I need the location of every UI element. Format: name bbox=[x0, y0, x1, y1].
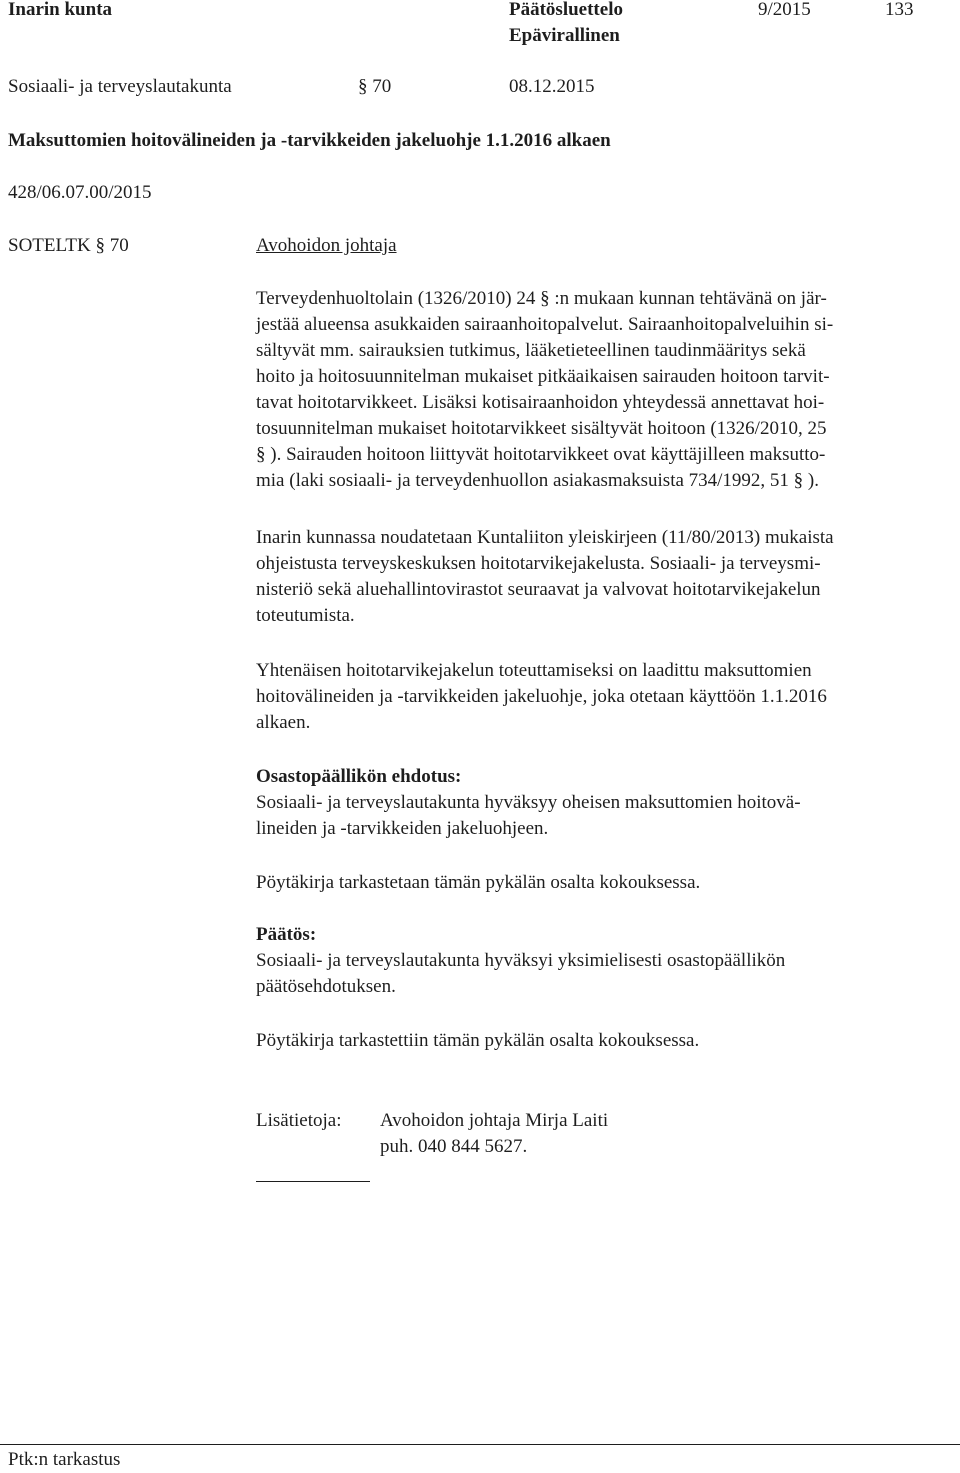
text-line: hoito ja hoitosuunnitelman mukaiset pitkäaikaisen sairauden hoitoon tarvit- bbox=[256, 366, 830, 387]
text-line: § ). Sairauden hoitoon liittyvät hoitotarvikkeet ovat käyttäjilleen maksutto- bbox=[256, 444, 826, 465]
text-line: Sosiaali- ja terveyslautakunta hyväksyy oheisen maksuttomien hoitovä- bbox=[256, 792, 801, 813]
text-line: Terveydenhuoltolain (1326/2010) 24 § :n mukaan kunnan tehtävänä on jär- bbox=[256, 288, 827, 309]
document-number: 9/2015 bbox=[758, 0, 811, 20]
contact-name: Avohoidon johtaja Mirja Laiti bbox=[380, 1110, 609, 1131]
paragraph-guidelines bbox=[256, 525, 956, 629]
document-status: Epävirallinen bbox=[509, 25, 620, 46]
page-number: 133 bbox=[885, 0, 914, 20]
contact-label: Lisätietoja: bbox=[256, 1110, 342, 1131]
decision-section bbox=[256, 922, 956, 1000]
text-line: tosuunnitelman mukaiset hoitotarvikkeet sisältyvät hoitoon (1326/2010, 25 bbox=[256, 418, 827, 439]
proposal-section bbox=[256, 764, 956, 842]
paragraph-background bbox=[256, 286, 956, 494]
preparation-reference: SOTELTK § 70 bbox=[8, 235, 129, 256]
preparer-title: Avohoidon johtaja bbox=[256, 235, 397, 256]
text-line: lineiden ja -tarvikkeiden jakeluohjeen. bbox=[256, 818, 549, 839]
text-line: alkaen. bbox=[256, 712, 311, 733]
proposal-check-note: Pöytäkirja tarkastetaan tämän pykälän osalta kokouksessa. bbox=[256, 872, 701, 893]
committee-name: Sosiaali- ja terveyslautakunta bbox=[8, 76, 232, 97]
footer-review-label: Ptk:n tarkastus bbox=[8, 1449, 121, 1470]
text-line: jestää alueensa asukkaiden sairaanhoitopalvelut. Sairaanhoitopalveluihin si- bbox=[256, 314, 834, 335]
signature-line bbox=[256, 1181, 370, 1182]
footer-divider bbox=[0, 1444, 960, 1445]
text-line: Yhtenäisen hoitotarvikejakelun toteuttamiseksi on laadittu maksuttomien bbox=[256, 660, 812, 681]
text-line: Sosiaali- ja terveyslautakunta hyväksyi yksimielisesti osastopäällikön bbox=[256, 950, 786, 971]
text-line: hoitovälineiden ja -tarvikkeiden jakeluohje, joka otetaan käyttöön 1.1.2016 bbox=[256, 686, 827, 707]
decision-heading: Päätös: bbox=[256, 924, 317, 945]
text-line: päätösehdotuksen. bbox=[256, 976, 396, 997]
paragraph-instructions bbox=[256, 658, 956, 736]
text-line: Inarin kunnassa noudatetaan Kuntaliiton yleiskirjeen (11/80/2013) mukaista bbox=[256, 527, 834, 548]
text-line: tavat hoitotarvikkeet. Lisäksi kotisairaanhoidon yhteydessä annettavat hoi- bbox=[256, 392, 825, 413]
meeting-date: 08.12.2015 bbox=[509, 76, 595, 97]
text-line: mia (laki sosiaali- ja terveydenhuollon asiakasmaksuista 734/1992, 51 § ). bbox=[256, 470, 820, 491]
text-line: sältyvät mm. sairauksien tutkimus, lääketieteellinen taudinmääritys sekä bbox=[256, 340, 806, 361]
municipality-name: Inarin kunta bbox=[8, 0, 113, 20]
page-title: Maksuttomien hoitovälineiden ja -tarvikkeiden jakeluohje 1.1.2016 alkaen bbox=[8, 130, 611, 151]
proposal-heading: Osastopäällikön ehdotus: bbox=[256, 766, 462, 787]
document-type: Päätösluettelo bbox=[509, 0, 623, 20]
text-line: ohjeistusta terveyskeskuksen hoitotarvikejakelusta. Sosiaali- ja terveysmi- bbox=[256, 553, 821, 574]
section-number: § 70 bbox=[358, 76, 392, 97]
decision-check-note: Pöytäkirja tarkastettiin tämän pykälän osalta kokouksessa. bbox=[256, 1030, 700, 1051]
contact-phone: puh. 040 844 5627. bbox=[380, 1136, 528, 1157]
text-line: toteutumista. bbox=[256, 605, 355, 626]
diary-number: 428/06.07.00/2015 bbox=[8, 182, 152, 203]
text-line: nisteriö sekä aluehallintovirastot seuraavat ja valvovat hoitotarvikejakelun bbox=[256, 579, 821, 600]
